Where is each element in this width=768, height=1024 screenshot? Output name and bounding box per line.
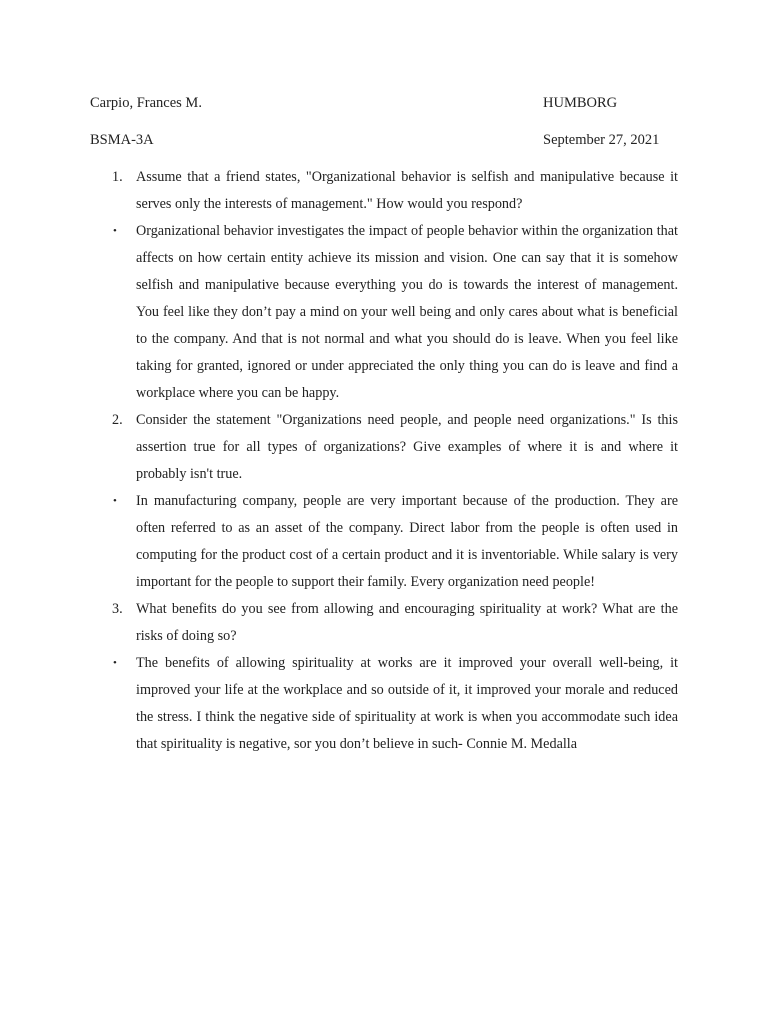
- question-text: Assume that a friend states, "Organizational behavior is selfish and manipulative because it serves only the interests of management." How would you respond?: [136, 169, 678, 212]
- answer-text: In manufacturing company, people are very important because of the production. They are often referred to as an asset of the company. Direct labor from the people is often used in computing for the product cost of a certain product and it is inventoriable. While salary is very important for the people to support their family. Every organization need people!: [136, 493, 678, 590]
- question-number: 1.: [112, 169, 123, 185]
- submission-date: September 27, 2021: [543, 132, 660, 148]
- bullet-icon: •: [113, 225, 117, 237]
- question-3: [90, 596, 678, 650]
- question-text: Consider the statement "Organizations need people, and people need organizations." Is this assertion true for all types of organizations? Give examples of where it is and where it probably isn't true.: [136, 412, 678, 482]
- student-name: Carpio, Frances M.: [90, 95, 202, 111]
- bullet-icon: •: [113, 657, 117, 669]
- instructor-name: HUMBORG: [543, 95, 618, 111]
- answer-3: [90, 650, 678, 758]
- answer-2: [90, 488, 678, 596]
- question-2: [90, 407, 678, 488]
- question-text: What benefits do you see from allowing and encouraging spirituality at work? What are the risks of doing so?: [136, 601, 678, 644]
- answer-text: The benefits of allowing spirituality at works are it improved your overall well-being, it improved your life at the workplace and so outside of it, it improved your morale and reduced the stress. I think the negative side of spirituality at work is when you accommodate such idea that spirituality is negative, sor you don’t believe in such- Connie M. Medalla: [136, 655, 678, 752]
- question-number: 2.: [112, 412, 123, 428]
- class-section: BSMA-3A: [90, 132, 154, 148]
- answer-1: [90, 218, 678, 407]
- question-1: [90, 164, 678, 218]
- answer-text: Organizational behavior investigates the impact of people behavior within the organization that affects on how certain entity achieve its mission and vision. One can say that it is somehow selfish and manipulative because everything you do is towards the interest of management. You feel like they don’t pay a mind on your well being and only cares about what is beneficial to the company. And that is not normal and what you should do is leave. When you feel like taking for granted, ignored or under appreciated the only thing you can do is leave and find a workplace where you can be happy.: [136, 223, 678, 401]
- question-answer-list: [90, 164, 678, 758]
- question-number: 3.: [112, 601, 123, 617]
- bullet-icon: •: [113, 495, 117, 507]
